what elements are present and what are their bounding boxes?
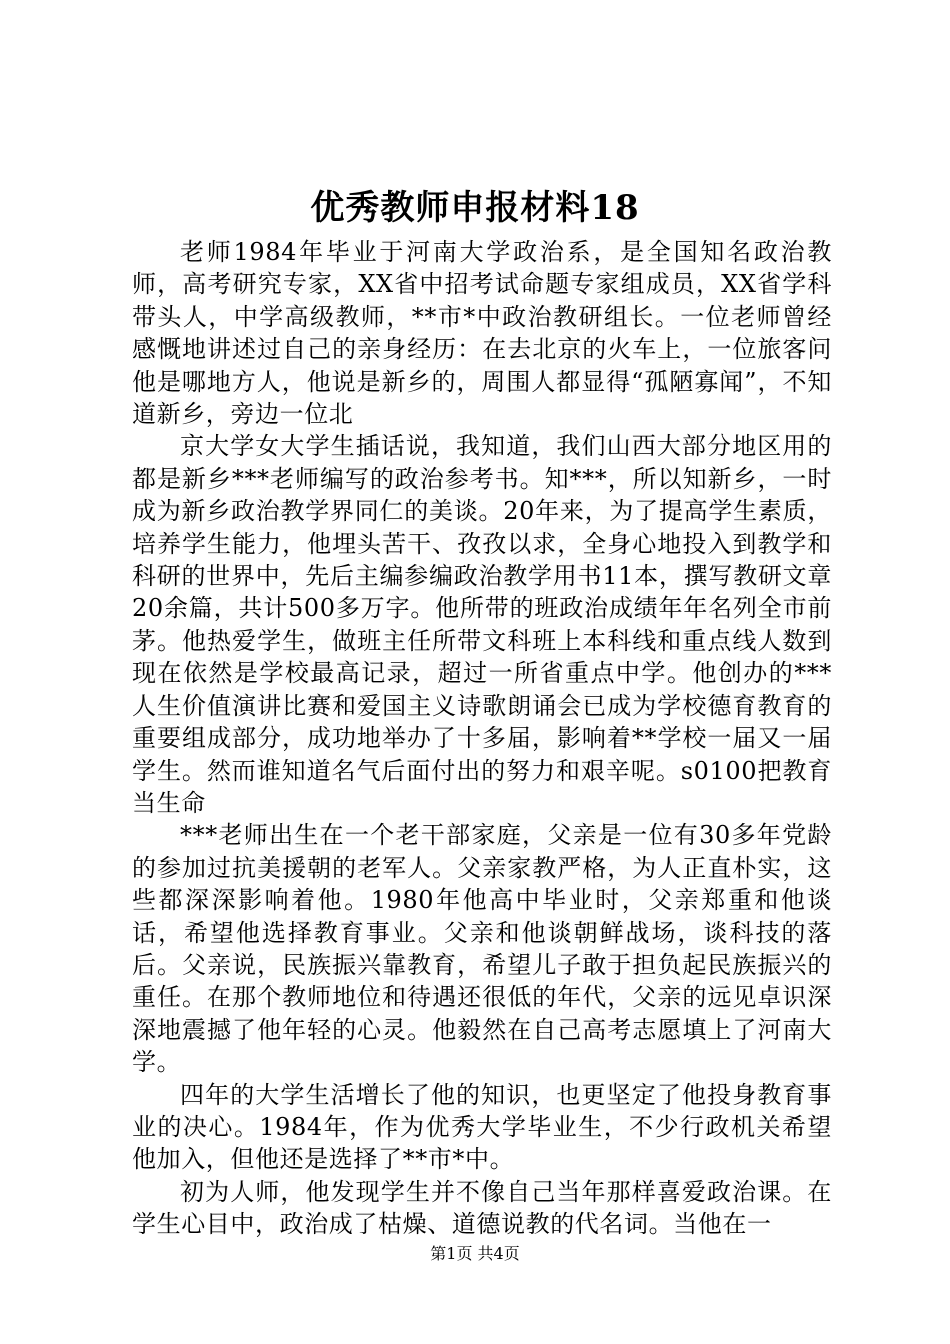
paragraph-1: 老师1984年毕业于河南大学政治系，是全国知名政治教师，高考研究专家，XX省中招考试命题专家组成员，XX省学科带头人，中学高级教师，**市*中政治教研组长。一位老师曾经感慨地讲述过自己的亲身经历：在去北京的火车上，一位旅客问他是哪地方人，他说是新乡的，周围人都显得“孤陋寡闻”，不知道新乡，旁边一位北 [132, 238, 832, 429]
paragraph-3: ***老师出生在一个老干部家庭，父亲是一位有30多年党龄的参加过抗美援朝的老军人。父亲家教严格，为人正直朴实，这些都深深影响着他。1980年他高中毕业时，父亲郑重和他谈话，希望他选择教育事业。父亲和他谈朝鲜战场，谈科技的落后。父亲说，民族振兴靠教育，希望儿子敢于担负起民族振兴的重任。在那个教师地位和待遇还很低的年代，父亲的远见卓识深深地震撼了他年轻的心灵。他毅然在自己高考志愿填上了河南大学。 [132, 821, 832, 1077]
paragraph-5: 初为人师，他发现学生并不像自己当年那样喜爱政治课。在学生心目中，政治成了枯燥、道德说教的代名词。当他在一 [132, 1177, 832, 1239]
document-body [132, 236, 832, 1241]
paragraph-2: 京大学女大学生插话说，我知道，我们山西大部分地区用的都是新乡***老师编写的政治参考书。知***，所以知新乡，一时成为新乡政治教学界同仁的美谈。20年来，为了提高学生素质，培养学生能力，他埋头苦干、孜孜以求，全身心地投入到教学和科研的世界中，先后主编参编政治教学用书11本，撰写教研文章20余篇，共计500多万字。他所带的班政治成绩年年名列全市前茅。他热爱学生，做班主任所带文科班上本科线和重点线人数到现在依然是学校最高记录，超过一所省重点中学。他创办的***人生价值演讲比赛和爱国主义诗歌朗诵会已成为学校德育教育的重要组成部分，成功地举办了十多届，影响着**学校一届又一届学生。然而谁知道名气后面付出的努力和艰辛呢。s0100把教育当生命 [132, 432, 832, 817]
page-number-footer: 第1页 共4页 [430, 1244, 520, 1263]
paragraph-4: 四年的大学生活增长了他的知识，也更坚定了他投身教育事业的决心。1984年，作为优秀大学毕业生，不少行政机关希望他加入，但他还是选择了**市*中。 [132, 1080, 832, 1174]
document-title: 优秀教师申报材料18 [310, 188, 640, 228]
